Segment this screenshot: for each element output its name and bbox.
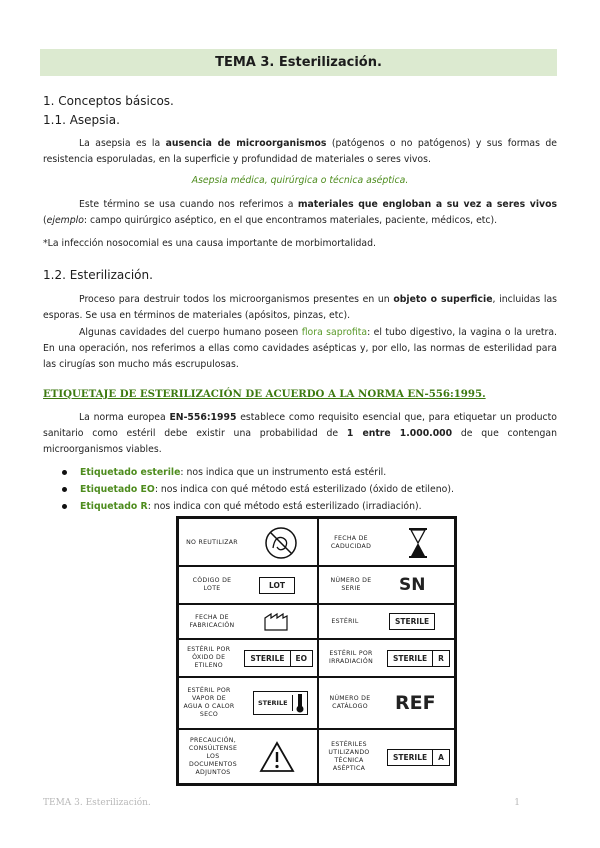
esteril-irradiacion-label: ESTÉRIL POR IRRADIACIÓN [328,650,374,665]
esteril-label: ESTÉRIL [331,617,359,625]
list-item: Etiquetado esterile : nos indica que un instrumento está estéril. [62,464,454,481]
bullet-icon [62,487,67,492]
no-reuse-icon [261,525,301,561]
sterile-eo-box: STERILE EO [244,650,313,667]
hourglass-icon [403,526,433,560]
page-number: 1 [514,798,520,808]
asepsia-types: Asepsia médica, quirúrgica o técnica aséptica. [191,175,409,186]
page-title: TEMA 3. Esterilización. [40,49,557,76]
section-heading-conceptos: 1. Conceptos básicos. [43,94,174,108]
numero-serie-label: NÚMERO DE SERIE [330,577,372,592]
sterile-a-box: STERILE A [387,749,450,766]
esteril-vapor-label: ESTÉRIL POR VAPOR DE AGUA O CALOR SECO [183,687,235,718]
fecha-fabricacion-label: FECHA DE FABRICACIÓN [189,613,235,629]
list-item: Etiquetado R : nos indica con qué método está esterilizado (irradiación). [62,498,454,515]
no-reutilizar-label: NO REUTILIZAR [186,539,238,546]
codigo-lote-label: CÓDIGO DE LOTE [192,577,232,592]
section-heading-asepsia: 1.1. Asepsia. [43,113,120,127]
symbols-table [176,516,457,786]
factory-icon [263,612,289,632]
norma-paragraph: La norma europea EN-556:1995 establece como requisito esencial que, para etiquetar un producto sanitario como estéril debe existir una probabilidad de 1 entre 1.000.000 de que contengan microorganismos viables. [43,412,557,455]
numero-catalogo-label: NÚMERO DE CATÁLOGO [329,695,371,710]
fecha-caducidad-label: FECHA DE CADUCIDAD [330,535,372,550]
bullet-icon [62,504,67,509]
bullet-icon [62,470,67,475]
asepsia-paragraph: La asepsia es la ausencia de microorganismos (patógenos o no patógenos) y sus formas de resistencia esporuladas, en la superficie y profundidad de materiales o seres vivos. [43,138,557,165]
precaucion-label: PRECAUCIÓN, CONSÚLTENSE LOS DOCUMENTOS ADJUNTOS [188,737,238,776]
section-heading-esterilizacion: 1.2. Esterilización. [43,268,153,282]
esterilizacion-paragraph-1: Proceso para destruir todos los microorganismos presentes en un objeto o superficie, incluidas las esporas. Se usa en términos de materiales (apósitos, pinzas, etc). [43,294,557,321]
nosocomial-note: *La infección nosocomial es una causa importante de morbimortalidad. [43,238,376,249]
etiquetado-list [62,464,454,515]
esterilizacion-paragraph-2: Algunas cavidades del cuerpo humano poseen flora saprofita: el tubo digestivo, la vagina o la uretra. En una operación, nos referimos a ellas como cavidades asépticas y, por ello, las normas de esterilidad para las cirugías son mucho más escrupulosas. [43,327,557,370]
warning-icon [259,741,295,773]
footer-title: TEMA 3. Esterilización. [43,798,151,808]
ref-symbol: REF [395,692,436,714]
sterile-thermometer-box: STERILE [253,691,308,715]
sterile-label-box: STERILE [389,613,435,630]
esteril-oxido-label: ESTÉRIL POR ÓXIDO DE ETILENO [187,646,231,669]
sn-symbol: SN [399,575,426,595]
etiquetaje-heading: ETIQUETAJE DE ESTERILIZACIÓN DE ACUERDO A LA NORMA EN-556:1995. [43,388,486,400]
lot-label-box: LOT [259,577,295,594]
esteriles-aseptica-label: ESTÉRILES UTILIZANDO TÉCNICA ASÉPTICA [328,741,370,772]
asepsia-term-paragraph: Este término se usa cuando nos referimos a materiales que engloban a su vez a seres vivos (ejemplo: campo quirúrgico aséptico, en el que encontramos materiales, paciente, médicos, etc). [43,199,558,226]
thermometer-icon [293,692,307,714]
list-item: Etiquetado EO : nos indica con qué método está esterilizado (óxido de etileno). [62,481,454,498]
sterile-r-box: STERILE R [387,650,450,667]
